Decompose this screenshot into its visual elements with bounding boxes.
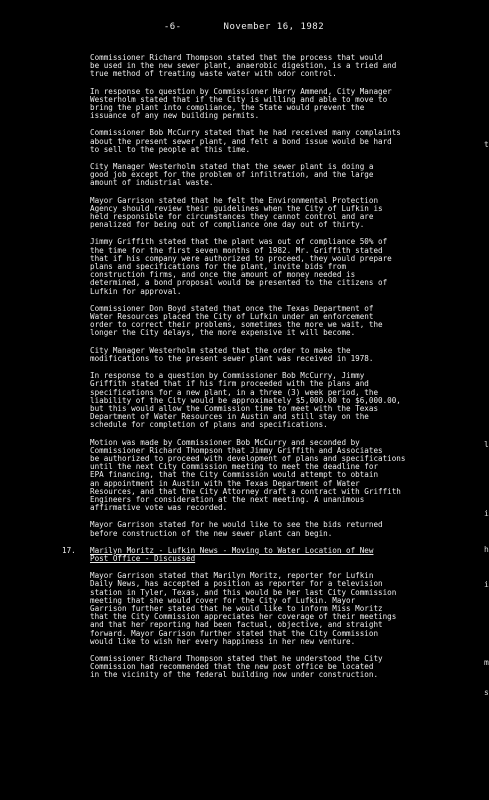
agenda-item (62, 545, 470, 563)
page-date: November 16, 1982 (223, 22, 325, 32)
paragraph: Commissioner Richard Thompson stated that the process that would be used in the new sewer plant, anaerobic digestion, is a tried and true method of treating waste water with odor control. (90, 53, 397, 79)
paragraph: Mayor Garrison stated that Marilyn Moritz, reporter for Lufkin Daily News, has accepted a position as reporter for a television station in Tyler, Texas, and this would be her last City Commission meeting that she would cover for the City of Lufkin. Mayor Garrison further stated that he would like to inform Miss Moritz that the City Commission appreciates her coverage of their meetings and that her reporting had been factual, objective, and straight forward. Mayor Garrison further stated that the City Commission would like to wish her every happiness in her new venture. (90, 571, 397, 646)
paragraph: Commissioner Richard Thompson stated that he understood the City Commission had recommended that the new post office be located in the vicinity of the federal building now under construction. (90, 653, 383, 680)
edge-mark: t (484, 140, 489, 149)
agenda-item-number: 17. (62, 545, 76, 555)
paragraph: Commissioner Bob McCurry stated that he had received many complaints about the present sewer plant, and felt a bond issue would be hard to sell to the people at this time. (90, 128, 401, 154)
edge-mark: m (484, 658, 489, 667)
paragraph: City Manager Westerholm stated that the order to make the modifications to the present sewer plant was received in 1978. (90, 345, 374, 363)
minutes-body (62, 53, 470, 689)
edge-mark: i (484, 509, 489, 518)
paragraph: Commissioner Don Boyd stated that once the Texas Department of Water Resources placed the City of Lufkin under an enforcement order to correct their problems, sometimes the more we wait, the longer the City delays, the more expensive it will become. (90, 303, 383, 338)
edge-mark: s (484, 688, 489, 697)
paragraph: Motion was made by Commissioner Bob McCurry and seconded by Commissioner Richard Thompson that Jimmy Griffith and Associates be authorized to proceed with development of plans and specifications until the next City Commission meeting to meet the deadline for EPA financing, that the City Commission would attempt to obtain an appointment in Austin with the Texas Department of Water Resources, and that the City Attorney draft a contract with Griffith Engineers for consideration at the next meeting. A unanimous affirmative vote was recorded. (90, 437, 406, 513)
agenda-item-title: Marilyn Moritz - Lufkin News - Moving to Water Location of New Post Office - Discussed (90, 545, 374, 563)
paragraph: In response to a question by Commissioner Bob McCurry, Jimmy Griffith stated that if his firm proceeded with the plans and specifications for a new plant, in a three (3) week period, the liability of the City would be approximately $5,000.00 to $6,000.00, but this would allow the Commission time to meet with the Texas Department of Water Resources in Austin and still stay on the schedule for completion of plans and specifications. (90, 371, 401, 430)
paragraph: Mayor Garrison stated that he felt the Environmental Protection Agency should review their guidelines when the City of Lufkin is held responsible for circumstances they cannot control and are penalized for being out of compliance one day out of thirty. (90, 195, 383, 230)
page-number: -6- (163, 22, 182, 32)
page-header (0, 22, 488, 32)
paragraph: Mayor Garrison stated for he would like to see the bids returned before construction of the new sewer plant can begin. (90, 520, 383, 538)
paragraph: In response to question by Commissioner Harry Ammend, City Manager Westerholm stated that if the City is willing and able to move to bring the plant into compliance, the State would prevent the issuance of any new building permits. (90, 86, 392, 121)
paragraph: Jimmy Griffith stated that the plant was out of compliance 50% of the time for the first seven months of 1982. Mr. Griffith stated that if his company were authorized to proceed, they would prepare plans and specifications for the plant, invite bids from construction firms, and once the amount of money needed is determined, a bond proposal would be presented to the citizens of Lufkin for approval. (90, 237, 392, 296)
edge-mark: h (484, 545, 489, 554)
edge-mark: l (484, 440, 489, 449)
edge-mark: i (484, 580, 489, 589)
paragraph: City Manager Westerholm stated that the sewer plant is doing a good job except for the problem of infiltration, and the large amount of industrial waste. (90, 162, 374, 188)
